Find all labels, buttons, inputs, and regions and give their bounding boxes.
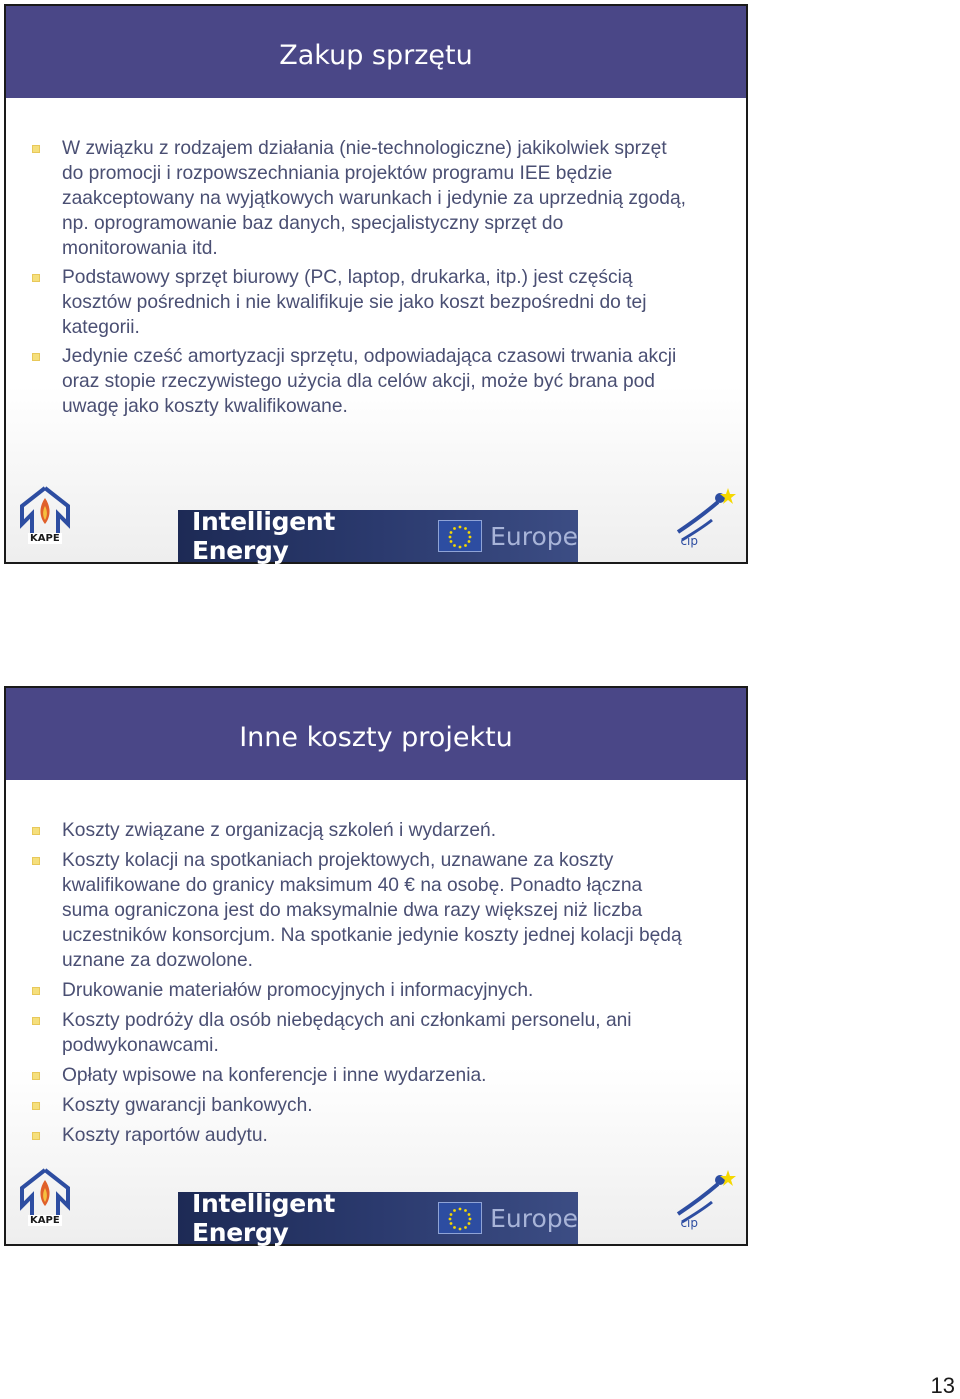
square-bullet-icon <box>32 1132 40 1140</box>
bullet-text: W związku z rodzajem działania (nie-technologiczne) jakikolwiek sprzęt do promocji i rozpowszechniania projektów programu IEE będzie zaakceptowany na wyjątkowych warunkach i jedynie za uprzednią zgodą, np. oprogramowanie baz danych, specjalistyczny sprzęt do monitorowania itd. <box>62 138 686 259</box>
bullet-item <box>32 136 690 261</box>
square-bullet-icon <box>32 1072 40 1080</box>
bullet-item <box>32 1093 690 1118</box>
kape-logo-text: KAPE <box>30 533 60 544</box>
square-bullet-icon <box>32 274 40 282</box>
slide-body <box>6 98 746 565</box>
slide-header <box>6 6 746 98</box>
slide-other-project-costs <box>4 686 748 1246</box>
slide-footer <box>6 486 746 565</box>
bullet-text: Koszty kolacji na spotkaniach projektowych, uznawane za koszty kwalifikowane do granicy maksimum 40 € na osobę. Ponadto łączna suma ograniczona jest do maksymalnie dwa razy większej niż liczba uczestników konsorcjum. Na spotkanie jedynie koszty jednej kolacji będą uznane za dozwolone. <box>62 850 682 971</box>
square-bullet-icon <box>32 827 40 835</box>
bullet-text: Koszty podróży dla osób niebędących ani członkami personelu, ani podwykonawcami. <box>62 1010 632 1056</box>
slide-body <box>6 780 746 1247</box>
kape-logo-text: KAPE <box>30 1215 60 1226</box>
banner-intelligent-energy: Intelligent Energy <box>192 507 336 565</box>
bullet-list <box>32 136 690 423</box>
bullet-text: Drukowanie materiałów promocyjnych i informacyjnych. <box>62 980 534 1001</box>
square-bullet-icon <box>32 145 40 153</box>
slide-header <box>6 688 746 780</box>
bullet-list <box>32 818 690 1153</box>
slide-equipment-purchase <box>4 4 748 564</box>
bullet-item <box>32 818 690 843</box>
bullet-item <box>32 1008 690 1058</box>
square-bullet-icon <box>32 857 40 865</box>
intelligent-energy-europe-banner <box>178 1189 578 1247</box>
eu-flag-icon <box>438 1202 482 1234</box>
slide-title: Zakup sprzętu <box>279 39 473 71</box>
square-bullet-icon <box>32 353 40 361</box>
bullet-item <box>32 978 690 1003</box>
square-bullet-icon <box>32 1102 40 1110</box>
square-bullet-icon <box>32 1017 40 1025</box>
eu-flag-icon <box>438 520 482 552</box>
slide-title: Inne koszty projektu <box>239 721 513 753</box>
bullet-text: Jedynie cześć amortyzacji sprzętu, odpowiadająca czasowi trwania akcji oraz stopie rzeczywistego użycia dla celów akcji, może być brana pod uwagę jako koszty kwalifikowane. <box>62 346 677 417</box>
slide-footer <box>6 1168 746 1247</box>
banner-europe: Europe <box>490 1203 578 1233</box>
bullet-text: Koszty gwarancji bankowych. <box>62 1095 313 1116</box>
bullet-text: Podstawowy sprzęt biurowy (PC, laptop, drukarka, itp.) jest częścią kosztów pośrednich i nie kwalifikuje sie jako koszt bezpośredni do tej kategorii. <box>62 267 647 338</box>
square-bullet-icon <box>32 987 40 995</box>
bullet-item <box>32 265 690 340</box>
banner-intelligent-energy: Intelligent Energy <box>192 1189 336 1247</box>
cip-logo-text: cip <box>680 1216 698 1230</box>
intelligent-energy-europe-banner <box>178 507 578 565</box>
bullet-item <box>32 1123 690 1148</box>
cip-logo-text: cip <box>680 534 698 548</box>
bullet-text: Koszty raportów audytu. <box>62 1125 268 1146</box>
bullet-item <box>32 1063 690 1088</box>
bullet-text: Koszty związane z organizacją szkoleń i wydarzeń. <box>62 820 497 841</box>
bullet-text: Opłaty wpisowe na konferencje i inne wydarzenia. <box>62 1065 487 1086</box>
page-number: 13 <box>930 1373 955 1398</box>
bullet-item <box>32 848 690 973</box>
bullet-item <box>32 344 690 419</box>
banner-europe: Europe <box>490 521 578 551</box>
